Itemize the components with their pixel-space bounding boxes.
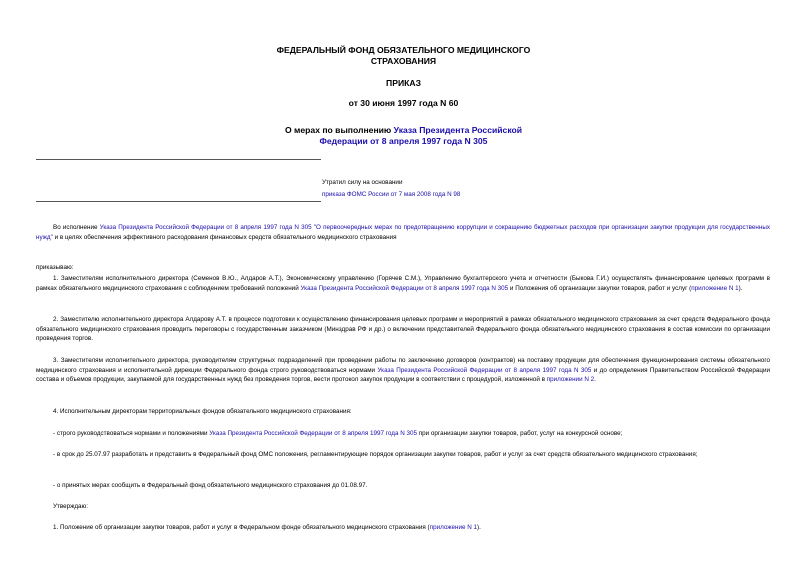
org-name-line2: СТРАХОВАНИЯ xyxy=(370,56,437,66)
subject-prefix: О мерах по выполнению xyxy=(284,125,394,135)
decree-link[interactable]: Указа Президента Российской Федерации от 8 апреля 1997 года N 305 "О первоочередных мерах по предотвращению коррупции и сокращению бюджетных расходов при организации закупки продукции для государственных нужд" xyxy=(36,224,770,241)
appendix-1-link[interactable]: приложение N 1 xyxy=(691,284,739,292)
p3-text-start: 3. Заместителям исполнительного директора, руководителям структурных подразделений при проведении работы по заключению договоров (контрактов) на поставку продукции для обеспечения функционирования системы обязательного медицинского страхования и исполнительной дирекции Федерального фонда строго руководствоваться нормами xyxy=(36,357,770,374)
p3-text-middle: и до определения Правительством Российской Федерации состава и объемов продукции, закупаемой для государственных нужд без проведения торгов, вести протокол закупок продукции в соответствии с процедурой, изложенной в xyxy=(36,366,770,384)
doc-subject-line1 xyxy=(0,125,807,136)
paragraph-4-item-3: - о принятых мерах сообщить в Федеральный фонд обязательного медицинского страхования до 01.08.97. xyxy=(53,482,368,489)
item1-text-end: ). xyxy=(477,524,481,531)
doc-subject-line2 xyxy=(0,136,807,147)
paragraph-4-item-1 xyxy=(36,429,770,439)
divider-top xyxy=(36,159,321,160)
repeal-note-text: Утратил силу на основании xyxy=(322,179,403,186)
decree-link[interactable]: Указа Президента Российской Федерации от 8 апреля 1997 года N 305 xyxy=(300,284,509,292)
doc-type: ПРИКАЗ xyxy=(386,78,421,88)
p3-text-end: . xyxy=(594,376,596,384)
subject-decree-link-cont[interactable]: Федерации от 8 апреля 1997 года N 305 xyxy=(319,136,488,146)
p4a-text-start: - строго руководствоваться нормами и положениями xyxy=(53,430,210,437)
appendix-1-link[interactable]: приложение N 1 xyxy=(429,524,478,531)
doc-date-number: от 30 июня 1997 года N 60 xyxy=(348,98,459,108)
intro-text-end: и в целях обеспечения эффективного расходования финансовых средств обязательного медицинского страхования xyxy=(52,233,397,241)
p1-text-middle: и Положения об организации закупки товаров, работ и услуг ( xyxy=(508,284,692,292)
p4a-text-end: при организации закупки товаров, работ, услуг на конкурсной основе; xyxy=(417,430,623,437)
p1-text-start: 1. Заместителям исполнительного директора (Семенов В.Ю., Алдаров А.Т.), Экономическому управлению (Горячев С.М.), Управлению бухгалтерского учета и отчетности (Быкова Г.И.) осуществлять финансирование целевых программ в рамках обязательного медицинского страхования с соблюдением требований положений xyxy=(36,275,770,292)
paragraph-2: 2. Заместителю исполнительного директора Алдарову А.Т. в процессе подготовки к осуществлению финансирования целевых программ и мероприятий в рамках обязательного медицинского страхования за счет средств Федерального фонда обязательного медицинского страхования проводить переговоры с государственным заказчиком (Минздрав РФ и др.) о включении представителей Федерального фонда обязательного медицинского страхования в состав комиссии по организации проведения торгов. xyxy=(36,316,770,343)
orders-line: приказываю: xyxy=(36,264,74,271)
intro-text-start: Во исполнение xyxy=(53,224,100,231)
divider-bottom xyxy=(36,201,321,202)
repeal-order-link[interactable]: приказа ФОМС России от 7 мая 2008 года N 98 xyxy=(322,191,461,198)
item1-text-start: 1. Положение об организации закупки товаров, работ и услуг в Федеральном фонде обязательного медицинского страхования ( xyxy=(53,524,430,531)
paragraph-4: 4. Исполнительным директорам территориальных фондов обязательного медицинского страхования: xyxy=(53,408,352,415)
approved-item-1 xyxy=(36,523,770,533)
paragraph-1 xyxy=(36,274,770,293)
org-name-line1: ФЕДЕРАЛЬНЫЙ ФОНД ОБЯЗАТЕЛЬНОГО МЕДИЦИНСКОГО xyxy=(276,45,531,55)
decree-link[interactable]: Указа Президента Российской Федерации от 8 апреля 1997 года N 305 xyxy=(377,366,592,374)
subject-decree-link[interactable]: Указа Президента Российской xyxy=(393,125,523,135)
paragraph-3 xyxy=(36,356,770,385)
p1-text-end: ). xyxy=(738,284,743,292)
repeal-note xyxy=(322,177,802,201)
intro-paragraph xyxy=(36,223,770,242)
approve-line: Утверждаю: xyxy=(53,503,89,510)
appendix-2-link[interactable]: приложении N 2 xyxy=(546,376,595,384)
decree-link[interactable]: Указа Президента Российской Федерации от 8 апреля 1997 года N 305 xyxy=(209,430,417,437)
paragraph-4-item-2: - в срок до 25.07.97 разработать и представить в Федеральный фонд ОМС положения, регламентирующие порядок организации закупки товаров, работ и услуг за счет средств обязательного медицинского страхования; xyxy=(53,451,698,458)
